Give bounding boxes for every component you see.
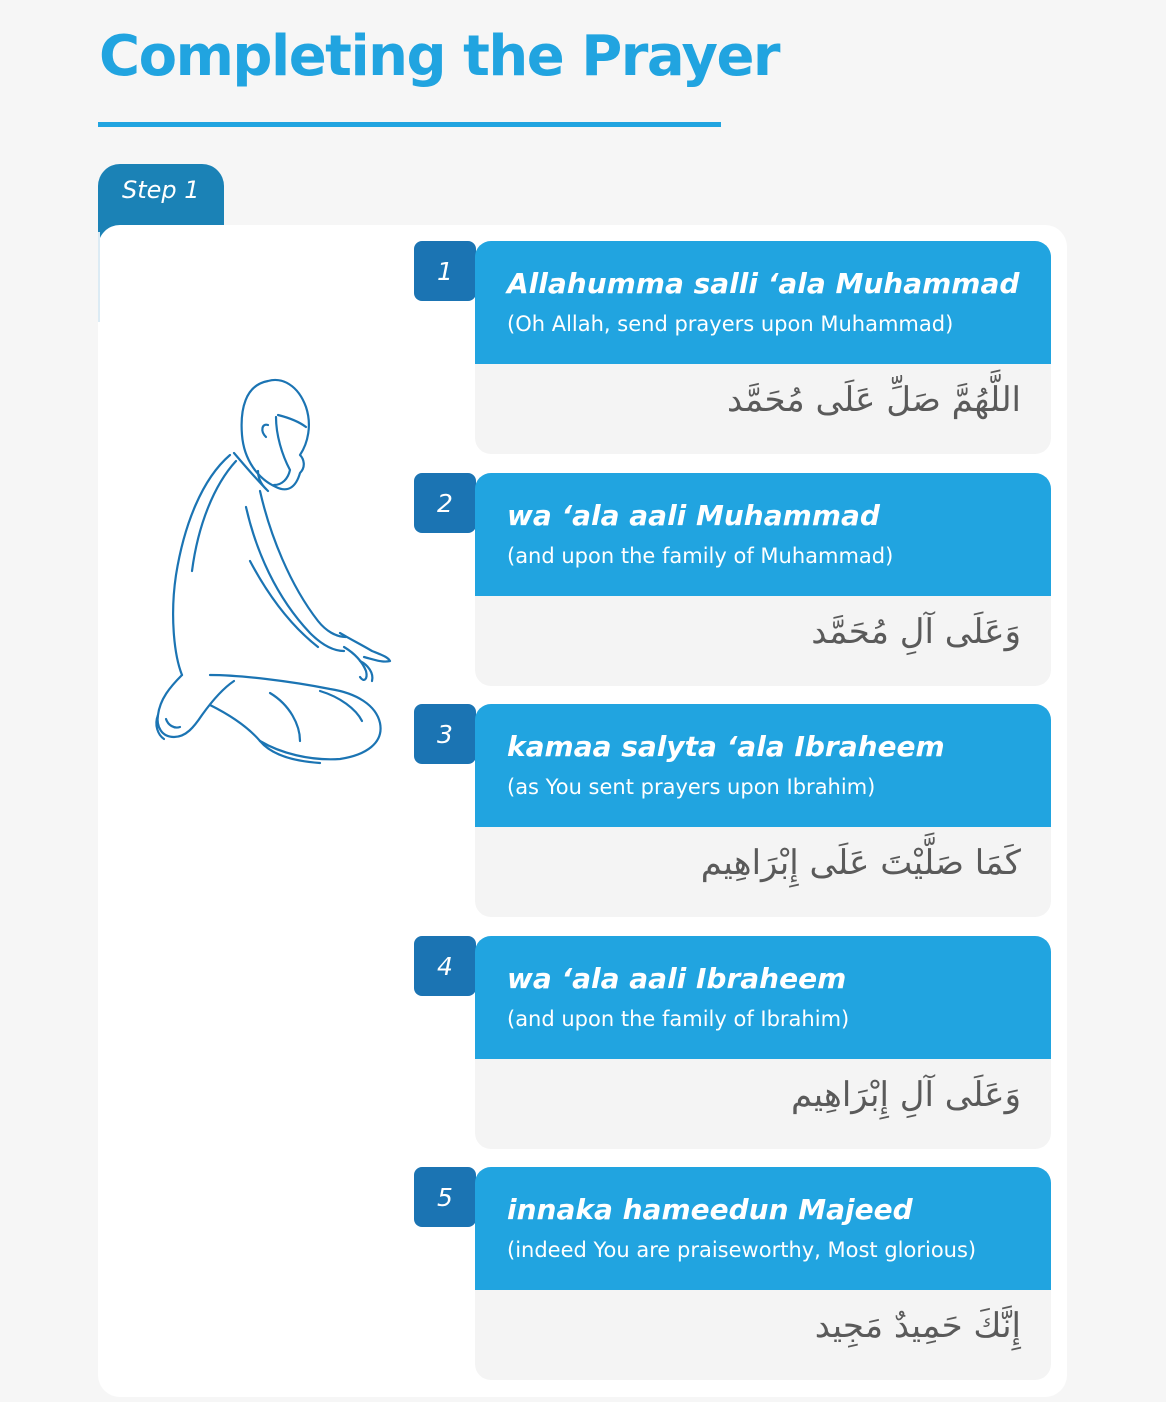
step-number-badge: 1	[414, 241, 476, 301]
prayer-line-3	[414, 704, 1051, 917]
prayer-line-2	[414, 473, 1051, 686]
arabic-text: كَمَا صَلَّيْتَ عَلَى إِبْرَاهِيم	[700, 843, 1021, 883]
title-underline	[98, 122, 721, 127]
prayer-line-5	[414, 1167, 1051, 1380]
prayer-line-header	[475, 1167, 1051, 1290]
transliteration: wa ‘ala aali Ibraheem	[507, 962, 847, 995]
arabic-text: إِنَّكَ حَمِيدٌ مَجِيد	[814, 1306, 1021, 1346]
prayer-line-header	[475, 936, 1051, 1059]
transliteration: Allahumma salli ‘ala Muhammad	[507, 267, 1020, 300]
translation: (Oh Allah, send prayers upon Muhammad)	[507, 312, 954, 336]
prayer-line-arabic-panel	[475, 1290, 1051, 1380]
prayer-line-1	[414, 241, 1051, 454]
transliteration: wa ‘ala aali Muhammad	[507, 499, 880, 532]
translation: (as You sent prayers upon Ibrahim)	[507, 775, 876, 799]
card-edge-accent	[98, 232, 100, 322]
prayer-line-arabic-panel	[475, 827, 1051, 917]
arabic-text: اللَّهُمَّ صَلِّ عَلَى مُحَمَّد	[727, 380, 1021, 420]
step-label: Step 1	[122, 176, 200, 204]
prayer-line-arabic-panel	[475, 364, 1051, 454]
prayer-line-4	[414, 936, 1051, 1149]
arabic-text: وَعَلَى آلِ مُحَمَّد	[811, 612, 1021, 652]
step-number-badge: 4	[414, 936, 476, 996]
step-number-badge: 3	[414, 704, 476, 764]
prayer-line-header	[475, 241, 1051, 364]
translation: (and upon the family of Muhammad)	[507, 544, 894, 568]
translation: (indeed You are praiseworthy, Most glorious)	[507, 1238, 977, 1262]
kneeling-worshipper-illustration	[150, 375, 400, 765]
prayer-line-arabic-panel	[475, 1059, 1051, 1149]
prayer-line-header	[475, 704, 1051, 827]
transliteration: innaka hameedun Majeed	[507, 1193, 913, 1226]
arabic-text: وَعَلَى آلِ إِبْرَاهِيم	[791, 1075, 1021, 1115]
prayer-line-header	[475, 473, 1051, 596]
translation: (and upon the family of Ibrahim)	[507, 1007, 850, 1031]
prayer-line-arabic-panel	[475, 596, 1051, 686]
step-number-badge: 2	[414, 473, 476, 533]
page-title: Completing the Prayer	[99, 24, 780, 89]
transliteration: kamaa salyta ‘ala Ibraheem	[507, 730, 945, 763]
step-number-badge: 5	[414, 1167, 476, 1227]
